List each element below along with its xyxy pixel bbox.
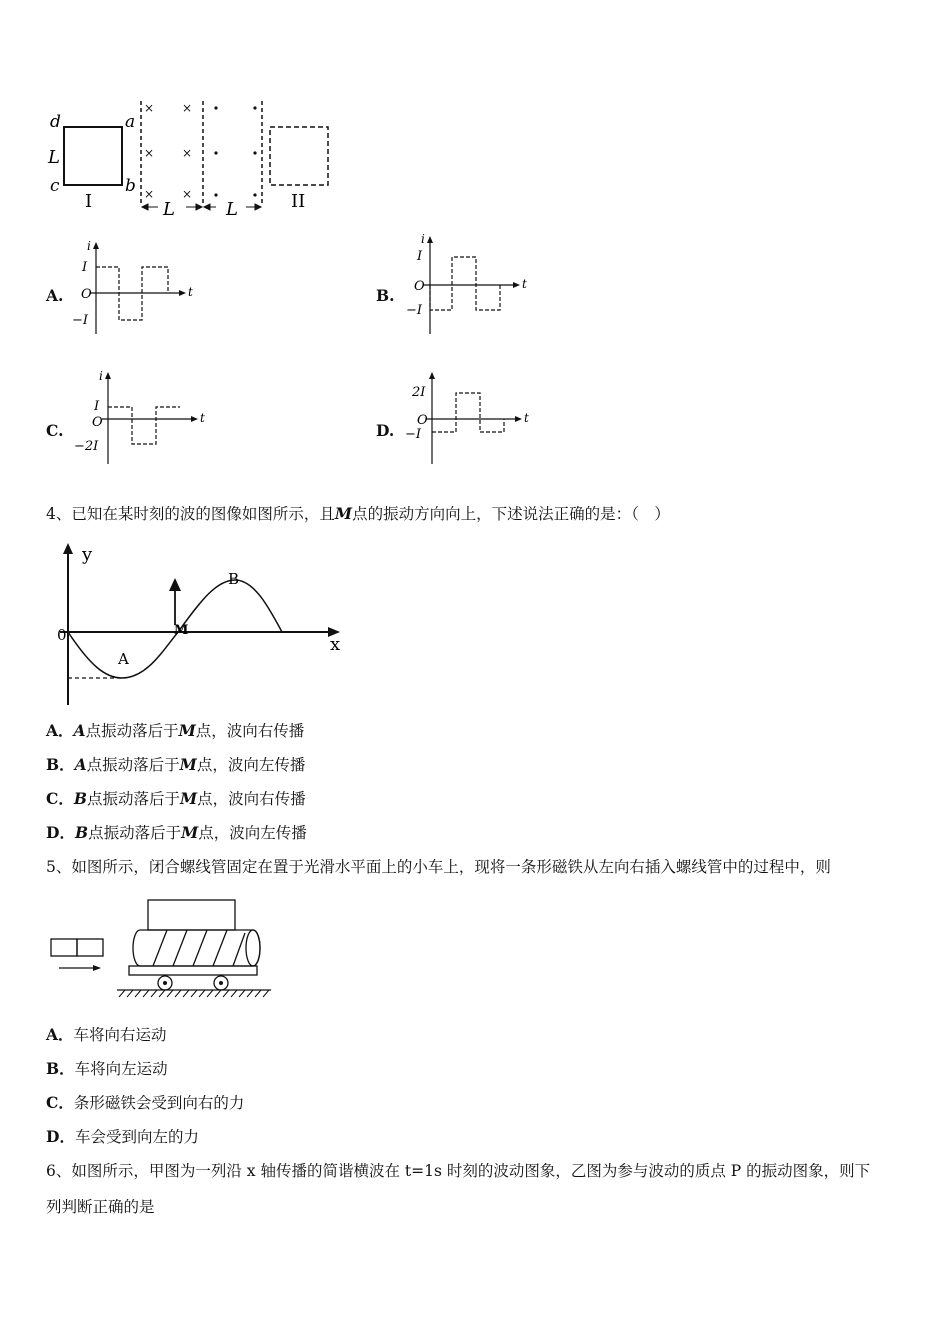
svg-text:I: I: [94, 399, 100, 414]
svg-text:×: ×: [144, 146, 155, 160]
dashed-coil-position-two: [270, 127, 328, 185]
y-axis-label: y: [82, 544, 93, 565]
svg-text:×: ×: [144, 187, 155, 201]
svg-text:2I: 2I: [412, 385, 426, 400]
svg-text:−2I: −2I: [74, 439, 99, 454]
side-length-label: L: [48, 147, 60, 168]
region-two-label: II: [291, 191, 306, 212]
q5-option-c[interactable]: C．条形磁铁会受到向右的力: [46, 1093, 245, 1112]
option-b-graph: [400, 230, 540, 340]
svg-text:I: I: [82, 260, 88, 275]
svg-text:O: O: [81, 287, 92, 302]
option-d-label[interactable]: D.: [376, 421, 395, 440]
svg-text:t: t: [200, 411, 205, 425]
point-a-label: A: [118, 650, 129, 668]
q4-option-a[interactable]: A．A点振动落后于M点，波向右传播: [46, 721, 305, 740]
square-coil: [64, 127, 122, 185]
gap-label-2: L: [226, 199, 238, 220]
question-6-stem-line-1: 6、如图所示，甲图为一列沿 x 轴传播的简谐横波在 t=1s 时刻的波动图象，乙图为参与波动的质点 P 的振动图象，则下: [46, 1162, 871, 1180]
x-axis-label: x: [330, 634, 341, 655]
solenoid-windings: [153, 930, 245, 966]
svg-text:×: ×: [182, 187, 193, 201]
option-d-graph: [400, 368, 540, 468]
q5-option-d[interactable]: D．车会受到向左的力: [46, 1127, 199, 1146]
svg-text:−I: −I: [72, 313, 89, 328]
q4-option-b[interactable]: B．A点振动落后于M点，波向左传播: [46, 755, 306, 774]
svg-text:t: t: [188, 285, 193, 299]
q4-option-c[interactable]: C．B点振动落后于M点，波向右传播: [46, 789, 306, 808]
field-out-of-page-marks: [214, 106, 256, 196]
option-c-label[interactable]: C.: [46, 421, 64, 440]
gap-label-1: L: [163, 199, 175, 220]
question-4-stem: 4、已知在某时刻的波的图像如图所示，且M点的振动方向向上，下述说法正确的是：（ ）: [46, 504, 670, 523]
svg-text:×: ×: [182, 101, 193, 115]
option-a-graph: [70, 238, 210, 338]
svg-text:i: i: [421, 232, 425, 246]
origin-label: 0: [57, 626, 67, 644]
svg-text:O: O: [92, 415, 103, 430]
bar-magnet-right: [77, 939, 103, 956]
svg-text:−I: −I: [406, 303, 423, 318]
bar-magnet-left: [51, 939, 77, 956]
q4-option-d[interactable]: D．B点振动落后于M点，波向左传播: [46, 823, 307, 842]
question-5-stem: 5、如图所示，闭合螺线管固定在置于光滑水平面上的小车上，现将一条形磁铁从左向右插入螺线管中的过程中，则: [46, 858, 831, 876]
q5-option-a[interactable]: A．车将向右运动: [46, 1025, 167, 1044]
region-one-label: I: [85, 191, 93, 212]
point-m-label: M: [174, 623, 189, 638]
option-b-label[interactable]: B.: [376, 286, 395, 305]
svg-text:×: ×: [144, 101, 155, 115]
svg-text:i: i: [99, 369, 103, 383]
option-c-graph: [70, 368, 220, 468]
coil-field-figure: [40, 95, 350, 225]
point-b-label: B: [228, 570, 240, 588]
question-6-stem-line-2: 列判断正确的是: [46, 1198, 155, 1216]
svg-text:i: i: [87, 239, 91, 253]
wave-figure: [50, 540, 350, 710]
dimension-arrows: [142, 204, 261, 210]
corner-d: d: [50, 112, 61, 132]
solenoid-cart-figure: [45, 895, 285, 1005]
field-into-page-marks: [144, 101, 192, 201]
svg-text:t: t: [522, 277, 527, 291]
corner-b: b: [125, 176, 136, 196]
svg-text:t: t: [524, 411, 529, 425]
corner-a: a: [125, 112, 136, 132]
svg-text:O: O: [417, 413, 428, 428]
coil-support: [148, 900, 235, 930]
cart-body: [129, 966, 257, 975]
corner-c: c: [50, 176, 60, 196]
svg-text:×: ×: [182, 146, 193, 160]
svg-text:−I: −I: [405, 427, 422, 442]
option-a-label[interactable]: A.: [46, 286, 64, 305]
svg-text:O: O: [414, 279, 425, 294]
q5-option-b[interactable]: B．车将向左运动: [46, 1059, 168, 1078]
solenoid-tube: [133, 930, 260, 966]
svg-text:I: I: [417, 249, 423, 264]
